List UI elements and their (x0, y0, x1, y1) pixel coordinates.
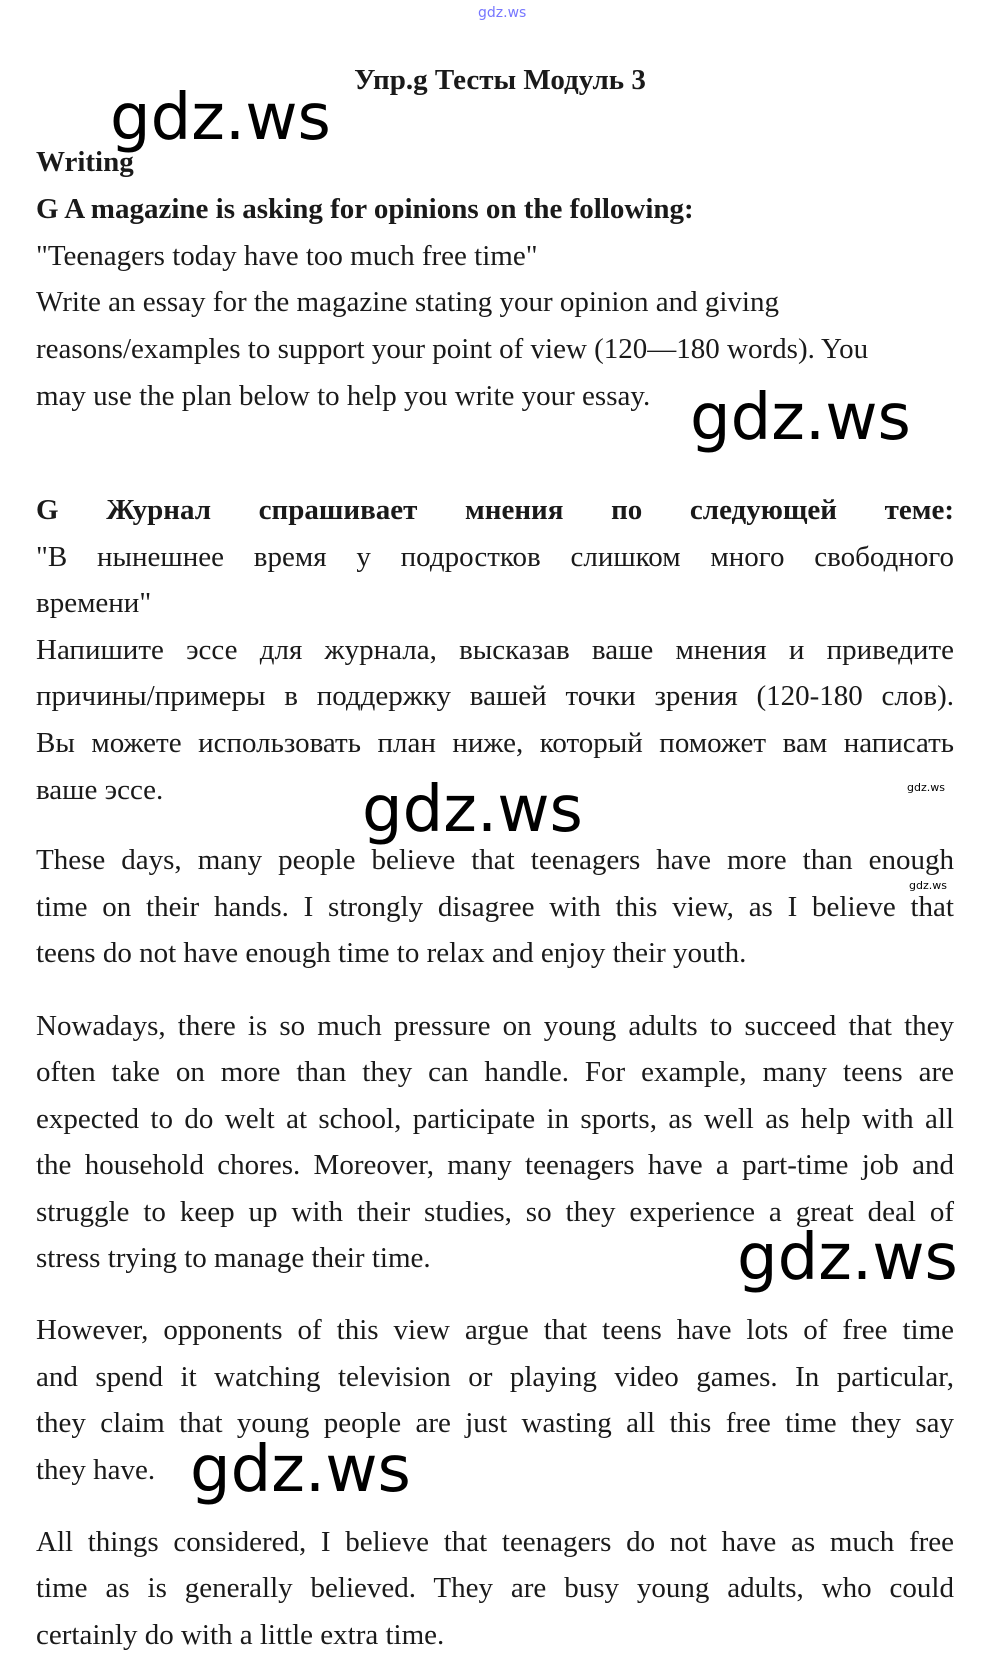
task-ru-line: Вы можете использовать план ниже, который поможет вам написать (36, 727, 954, 759)
essay-p4-line: All things considered, I believe that teenagers do not have as much free (36, 1526, 954, 1558)
task-ru-line: времени" (36, 587, 152, 619)
essay-p4-line: time as is generally believed. They are busy young adults, who could (36, 1572, 954, 1604)
essay-p2-line: struggle to keep up with their studies, so they experience a great deal of (36, 1196, 954, 1228)
essay-p4-line: certainly do with a little extra time. (36, 1619, 445, 1651)
task-ru-line: "В нынешнее время у подростков слишком много свободного (36, 541, 954, 573)
essay-p2-line: the household chores. Moreover, many teenagers have a part-time job and (36, 1149, 954, 1181)
task-ru-line: ваше эссе. (36, 774, 164, 806)
page-title: Упр.g Тесты Модуль 3 (354, 64, 646, 96)
task-en-line: G A magazine is asking for opinions on the following: (36, 193, 694, 225)
task-en-line: may use the plan below to help you write your essay. (36, 380, 651, 412)
task-ru-line: причины/примеры в поддержку вашей точки зрения (120-180 слов). (36, 680, 954, 712)
essay-p2-line: stress trying to manage their time. (36, 1242, 431, 1274)
essay-p1-line: time on their hands. I strongly disagree with this view, as I believe that (36, 891, 954, 923)
task-ru-line: G Журнал спрашивает мнения по следующей теме: (36, 494, 954, 526)
task-en-line: Write an essay for the magazine stating your opinion and giving (36, 286, 779, 318)
watermark-2: gdz.ws (690, 381, 911, 455)
task-en-line: reasons/examples to support your point of view (120—180 words). You (36, 333, 869, 365)
watermark-small-2: gdz.ws (909, 879, 947, 892)
essay-p2-line: often take on more than they can handle. For example, many teens are (36, 1056, 954, 1088)
essay-p3-line: and spend it watching television or playing video games. In particular, (36, 1361, 954, 1393)
watermark-4: gdz.ws (737, 1221, 958, 1295)
task-en-line: "Teenagers today have too much free time" (36, 240, 538, 272)
essay-p3-line: they claim that young people are just wasting all this free time they say (36, 1407, 954, 1439)
watermark-5: gdz.ws (190, 1433, 411, 1507)
essay-p1-line: teens do not have enough time to relax and enjoy their youth. (36, 937, 747, 969)
essay-p3-line: However, opponents of this view argue that teens have lots of free time (36, 1314, 954, 1346)
essay-p1-line: These days, many people believe that teenagers have more than enough (36, 844, 954, 876)
task-ru-line: Напишите эссе для журнала, высказав ваше мнения и приведите (36, 634, 954, 666)
watermark-3: gdz.ws (362, 773, 583, 847)
watermark-1: gdz.ws (110, 81, 331, 155)
section-heading: Writing (36, 146, 134, 178)
watermark-small-1: gdz.ws (907, 781, 945, 794)
essay-p2-line: expected to do welt at school, participate in sports, as well as help with all (36, 1103, 954, 1135)
essay-p2-line: Nowadays, there is so much pressure on young adults to succeed that they (36, 1010, 954, 1042)
essay-p3-line: they have. (36, 1454, 156, 1486)
watermark-top: gdz.ws (478, 5, 527, 21)
